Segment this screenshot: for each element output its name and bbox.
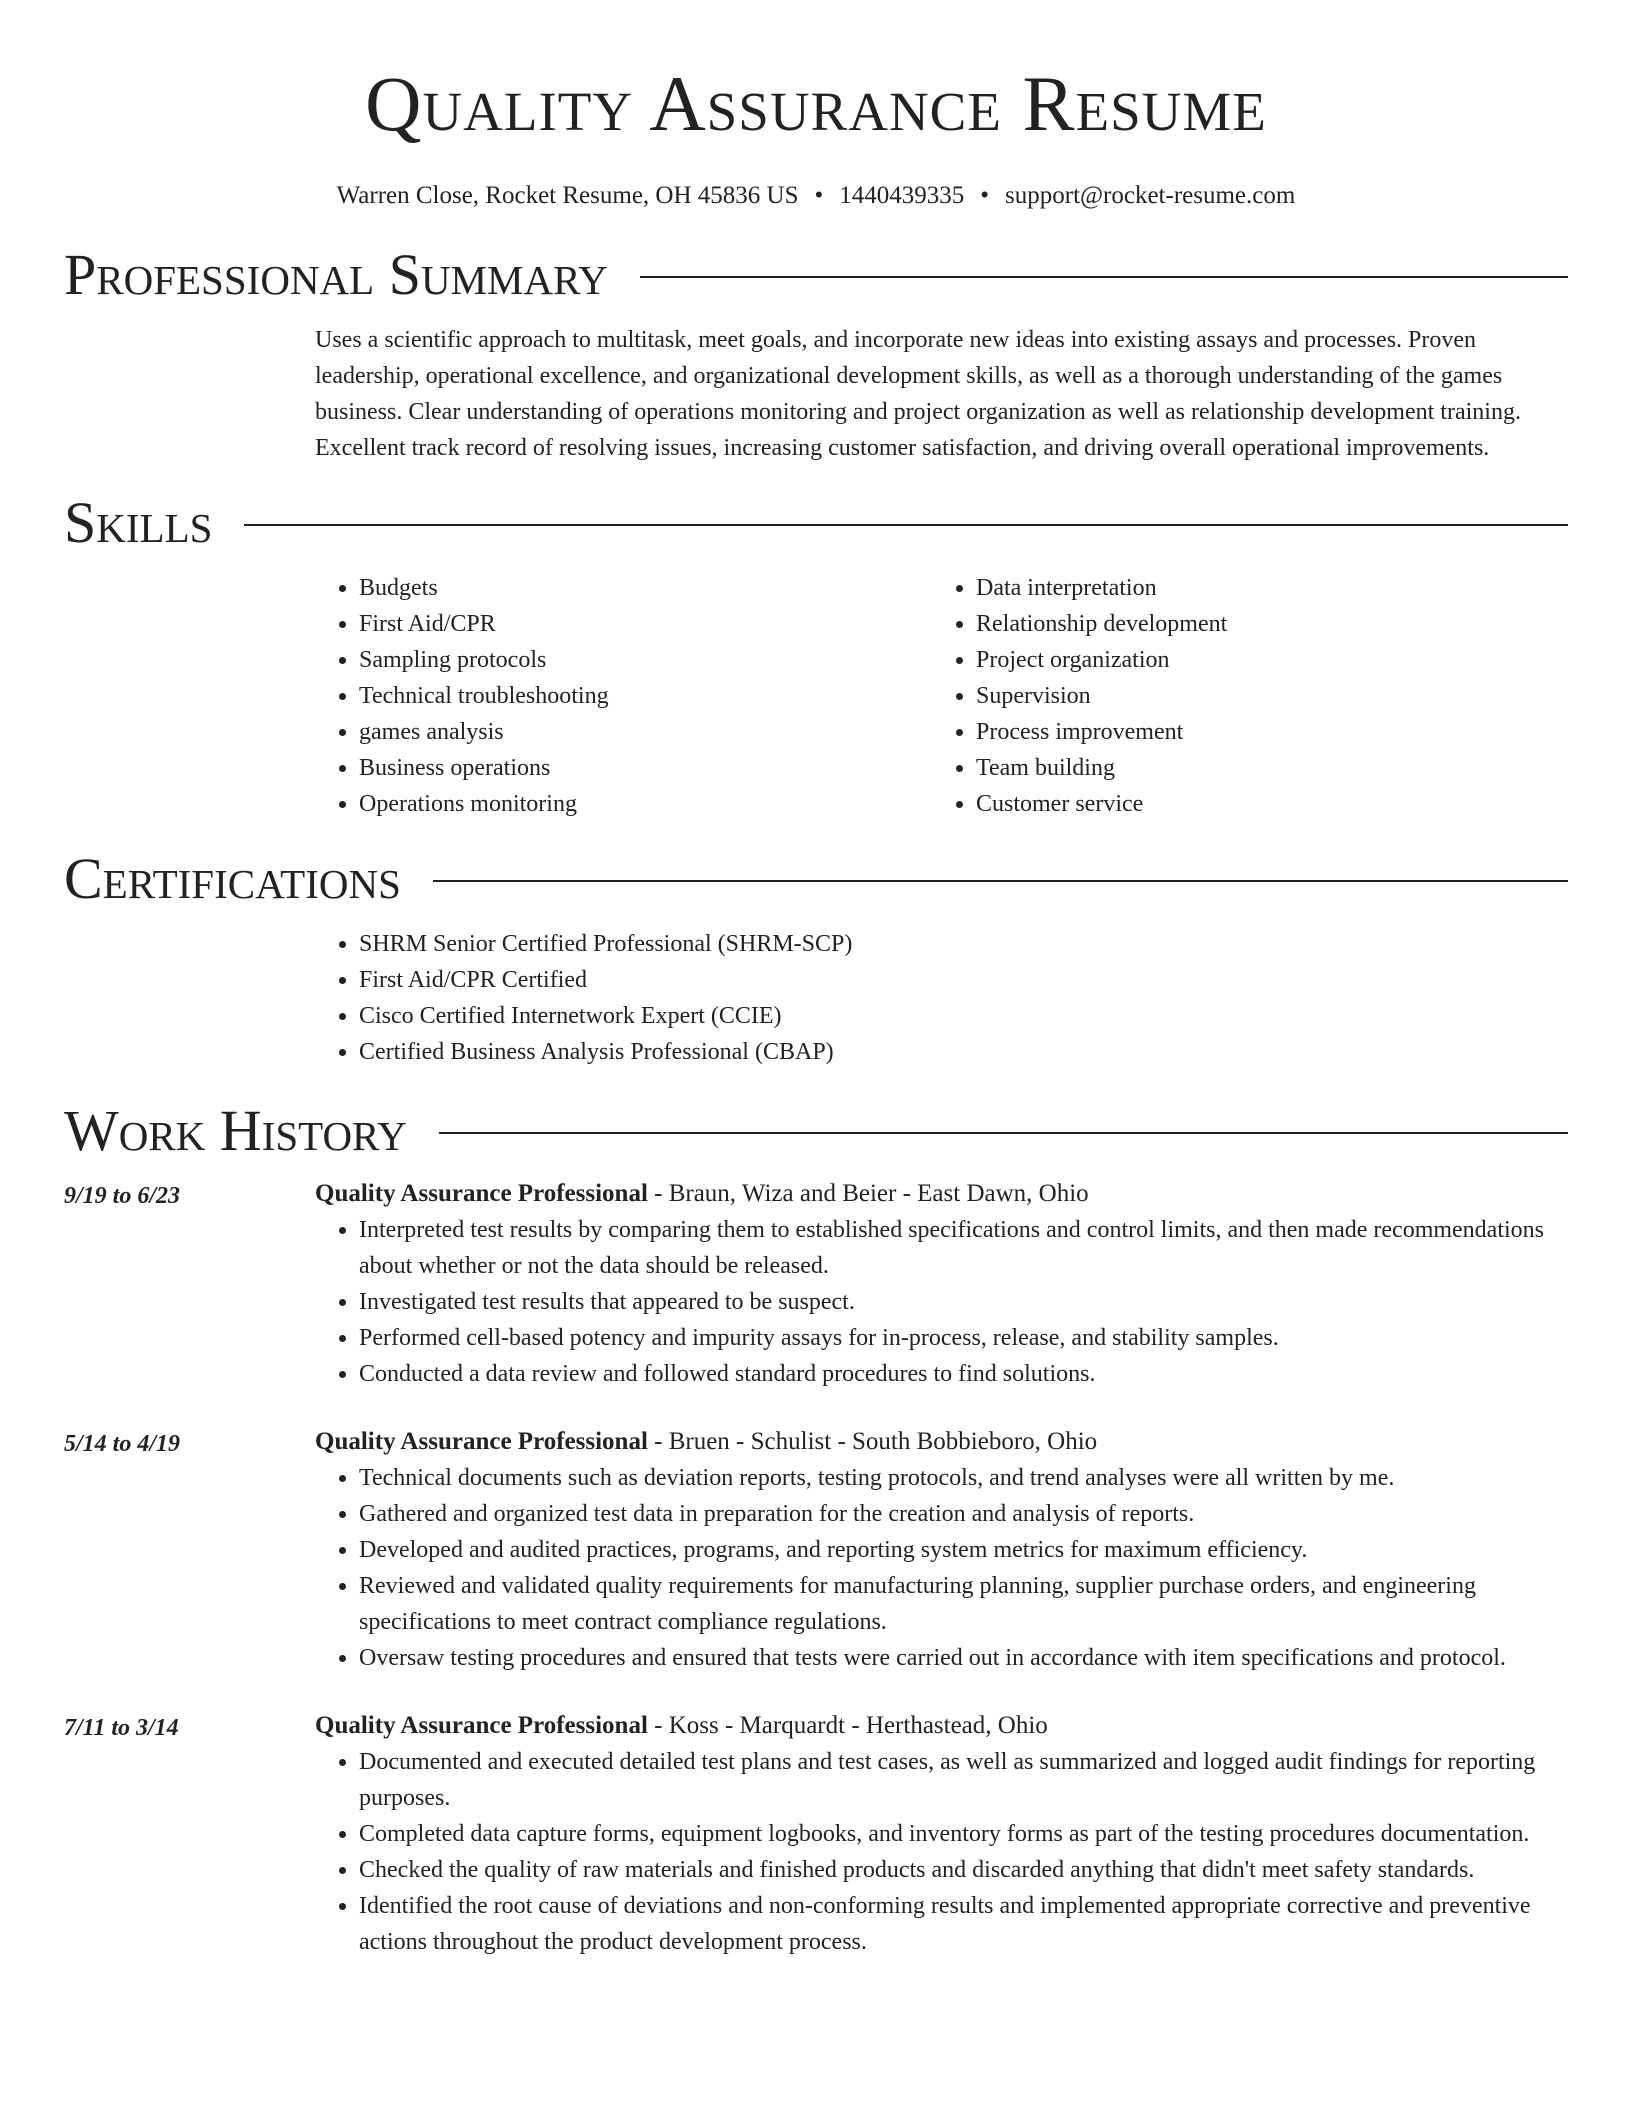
- summary-section-header: [64, 242, 1568, 308]
- skill-item: • Process improvement: [976, 714, 1568, 750]
- job-entry: [64, 1708, 1568, 1960]
- job-employer: - Braun, Wiza and Beier - East Dawn, Ohio: [647, 1180, 1089, 1207]
- work-section-header: [64, 1098, 1568, 1164]
- section-divider: [433, 880, 1568, 882]
- skills-column-left: [315, 570, 932, 822]
- skill-item: • Sampling protocols: [359, 642, 932, 678]
- job-duty-item: • Developed and audited practices, programs, and reporting system metrics for maximum efficiency.: [359, 1532, 1568, 1568]
- job-dates: 7/11 to 3/14: [64, 1715, 179, 1741]
- job-title: Quality Assurance Professional: [315, 1712, 648, 1739]
- job-duties: [315, 1212, 1568, 1392]
- certifications-heading: Certifications: [64, 846, 401, 911]
- section-divider: [439, 1132, 1568, 1134]
- job-duty-item: • Gathered and organized test data in preparation for the creation and analysis of reports.: [359, 1496, 1568, 1532]
- job-header: [315, 1176, 1568, 1212]
- contact-email[interactable]: support@rocket-resume.com: [1005, 182, 1296, 209]
- skills-list: [315, 570, 1568, 822]
- job-entry: [64, 1424, 1568, 1676]
- skills-section-header: [64, 490, 1568, 556]
- job-dates: 5/14 to 4/19: [64, 1431, 181, 1457]
- skill-item: • Team building: [976, 750, 1568, 786]
- job-header: [315, 1424, 1568, 1460]
- skill-item: • Relationship development: [976, 606, 1568, 642]
- certifications-section-header: [64, 846, 1568, 912]
- skill-item: • Project organization: [976, 642, 1568, 678]
- job-dates: 9/19 to 6/23: [64, 1183, 181, 1209]
- job-duties: [315, 1744, 1568, 1960]
- job-duty-item: • Interpreted test results by comparing them to established specifications and control limits, and then made recommendations about whether or not the data should be released.: [359, 1212, 1568, 1284]
- job-header: [315, 1708, 1568, 1744]
- section-divider: [244, 524, 1568, 526]
- certification-item: • Cisco Certified Internetwork Expert (CCIE): [359, 998, 1568, 1034]
- skill-item: • Business operations: [359, 750, 932, 786]
- contact-separator: •: [980, 182, 990, 209]
- summary-heading: Professional Summary: [64, 242, 608, 307]
- section-divider: [640, 276, 1568, 278]
- certification-item: • Certified Business Analysis Professional (CBAP): [359, 1034, 1568, 1070]
- certification-item: • First Aid/CPR Certified: [359, 962, 1568, 998]
- job-duty-item: • Completed data capture forms, equipment logbooks, and inventory forms as part of the testing procedures documentation.: [359, 1816, 1568, 1852]
- job-duty-item: • Performed cell-based potency and impurity assays for in-process, release, and stability samples.: [359, 1320, 1568, 1356]
- contact-phone: 1440439335: [839, 182, 965, 209]
- job-duty-item: • Investigated test results that appeared to be suspect.: [359, 1284, 1568, 1320]
- job-title: Quality Assurance Professional: [315, 1180, 648, 1207]
- work-heading: Work History: [64, 1098, 407, 1163]
- job-duty-item: • Checked the quality of raw materials and finished products and discarded anything that didn't meet safety standards.: [359, 1852, 1568, 1888]
- job-duty-item: • Documented and executed detailed test plans and test cases, as well as summarized and logged audit findings for reporting purposes.: [359, 1744, 1568, 1816]
- job-duty-item: • Identified the root cause of deviations and non-conforming results and implemented appropriate corrective and preventive actions throughout the product development process.: [359, 1888, 1568, 1960]
- skill-item: • Operations monitoring: [359, 786, 932, 822]
- contact-separator: •: [814, 182, 824, 209]
- skills-column-right: [932, 570, 1568, 822]
- certification-item: • SHRM Senior Certified Professional (SHRM-SCP): [359, 926, 1568, 962]
- skill-item: • Budgets: [359, 570, 932, 606]
- job-duty-item: • Oversaw testing procedures and ensured that tests were carried out in accordance with item specifications and protocol.: [359, 1640, 1568, 1676]
- job-title: Quality Assurance Professional: [315, 1428, 648, 1455]
- skill-item: • games analysis: [359, 714, 932, 750]
- certifications-list: [315, 926, 1568, 1070]
- contact-line: [64, 180, 1568, 212]
- job-duty-item: • Conducted a data review and followed standard procedures to find solutions.: [359, 1356, 1568, 1392]
- contact-address: Warren Close, Rocket Resume, OH 45836 US: [336, 182, 799, 209]
- skill-item: • Technical troubleshooting: [359, 678, 932, 714]
- job-duties: [315, 1460, 1568, 1676]
- job-employer: - Koss - Marquardt - Herthastead, Ohio: [647, 1712, 1048, 1739]
- job-entry: [64, 1176, 1568, 1392]
- skill-item: • First Aid/CPR: [359, 606, 932, 642]
- job-employer: - Bruen - Schulist - South Bobbieboro, Ohio: [647, 1428, 1098, 1455]
- skill-item: • Supervision: [976, 678, 1568, 714]
- job-duty-item: • Technical documents such as deviation reports, testing protocols, and trend analyses were all written by me.: [359, 1460, 1568, 1496]
- summary-text: Uses a scientific approach to multitask, meet goals, and incorporate new ideas into existing assays and processes. Proven leadership, operational excellence, and organizational development skills, as well as a thorough understanding of the games business. Clear understanding of operations monitoring and project organization as well as relationship development training. Excellent track record of resolving issues, increasing customer satisfaction, and driving overall operational improvements.: [315, 327, 1521, 461]
- job-duty-item: • Reviewed and validated quality requirements for manufacturing planning, supplier purchase orders, and engineering specifications to meet contract compliance regulations.: [359, 1568, 1568, 1640]
- skills-heading: Skills: [64, 490, 213, 555]
- skill-item: • Customer service: [976, 786, 1568, 822]
- resume-title: Quality Assurance Resume: [365, 60, 1267, 147]
- skill-item: • Data interpretation: [976, 570, 1568, 606]
